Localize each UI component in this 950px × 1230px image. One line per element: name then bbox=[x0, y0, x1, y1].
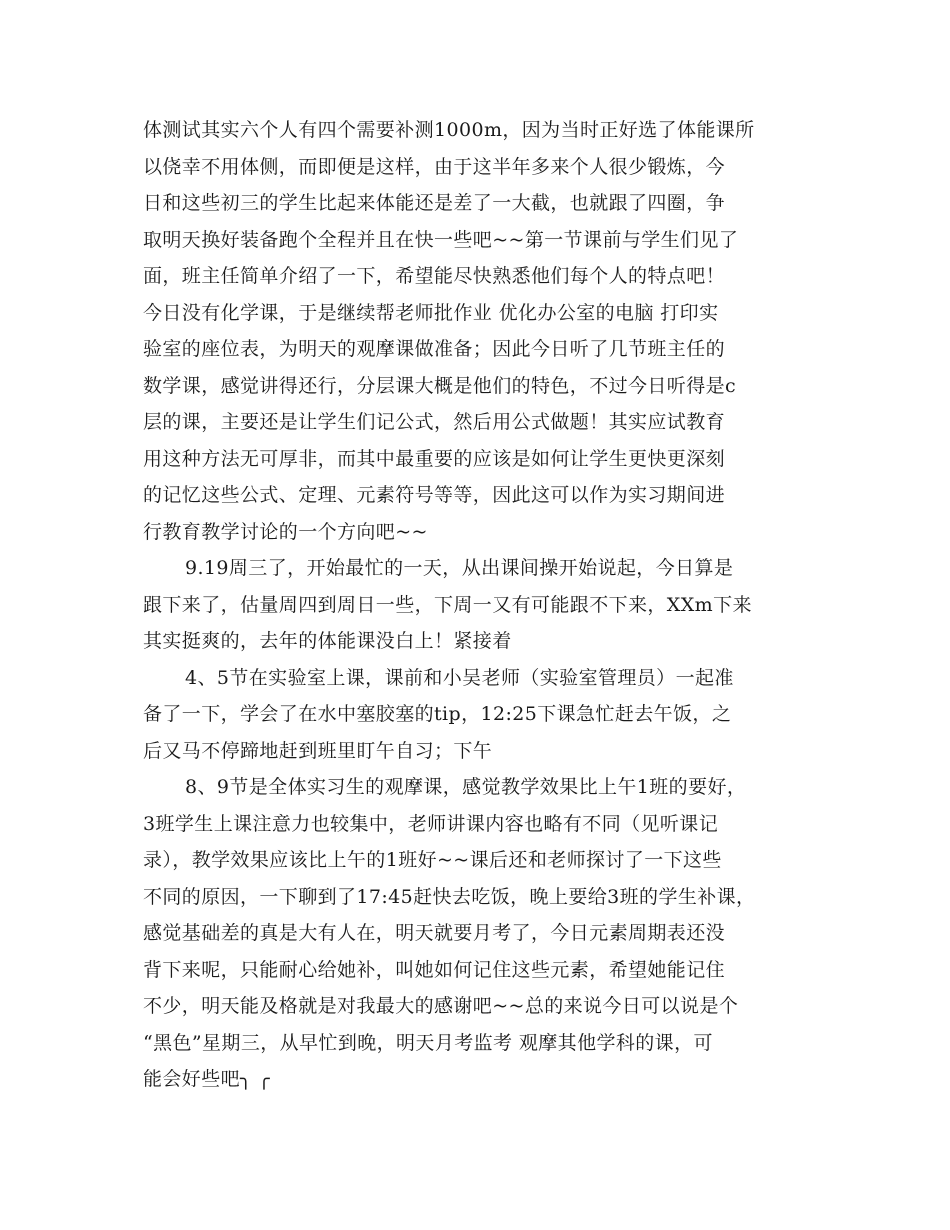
text-line: 背下来呢，只能耐心给她补，叫她如何记住这些元素，希望她能记住 bbox=[143, 958, 726, 981]
body-text bbox=[143, 112, 843, 1098]
text-line: 面，班主任简单介绍了一下，希望能尽快熟悉他们每个人的特点吧！ bbox=[143, 265, 726, 287]
text-line: 的记忆这些公式、定理、元素符号等等，因此这可以作为实习期间进 bbox=[143, 484, 726, 506]
text-line: 不同的原因，一下聊到了17:45赶快去吃饭，晚上要给3班的学生补课， bbox=[143, 885, 756, 908]
text-line: 日和这些初三的学生比起来体能还是差了一大截，也就跟了四圈，争 bbox=[143, 192, 726, 214]
text-line: 能会好些吧╮ ╭ bbox=[143, 1068, 271, 1090]
text-line: 数学课，感觉讲得还行，分层课大概是他们的特色，不过今日听得是c bbox=[143, 374, 737, 397]
text-line: 行教育教学讨论的一个方向吧~~ bbox=[143, 520, 428, 543]
text-line: 层的课，主要还是让学生们记公式，然后用公式做题！其实应试教育 bbox=[143, 411, 726, 433]
paragraph-start-line: 4、5节在实验室上课，课前和小吴老师（实验室管理员）一起准 bbox=[185, 666, 734, 689]
text-line: 体测试其实六个人有四个需要补测1000m，因为当时正好选了体能课所 bbox=[143, 119, 755, 141]
text-line: 其实挺爽的，去年的体能课没白上！紧接着 bbox=[143, 630, 512, 652]
text-line: 备了一下，学会了在水中塞胶塞的tip，12:25下课急忙赶去午饭，之 bbox=[143, 703, 732, 725]
text-line: 后又马不停蹄地赶到班里盯午自习；下午 bbox=[143, 739, 493, 762]
text-line: “黑色”星期三，从早忙到晚，明天月考监考 观摩其他学科的课，可 bbox=[143, 1031, 713, 1054]
paragraph-start-line: 9.19周三了，开始最忙的一天，从出课间操开始说起，今日算是 bbox=[185, 557, 734, 579]
text-line: 跟下来了，估量周四到周日一些，下周一又有可能跟不下来，XXm下来 bbox=[143, 593, 752, 616]
text-line: 以侥幸不用体侧，而即便是这样，由于这半年多来个人很少锻炼，今 bbox=[143, 155, 726, 178]
text-line: 今日没有化学课，于是继续帮老师批作业 优化办公室的电脑 打印实 bbox=[143, 301, 719, 324]
paragraph-start-line: 8、9节是全体实习生的观摩课，感觉教学效果比上午1班的要好， bbox=[185, 776, 747, 798]
text-line: 用这种方法无可厚非，而其中最重要的应该是如何让学生更快更深刻 bbox=[143, 447, 726, 470]
text-line: 取明天换好装备跑个全程并且在快一些吧~~第一节课前与学生们见了 bbox=[143, 228, 739, 251]
text-line: 录），教学效果应该比上午的1班好~~课后还和老师探讨了一下这些 bbox=[143, 849, 722, 871]
text-line: 3班学生上课注意力也较集中，老师讲课内容也略有不同（见听课记 bbox=[143, 812, 719, 835]
text-line: 不少，明天能及格就是对我最大的感谢吧~~总的来说今日可以说是个 bbox=[143, 995, 739, 1017]
text-line: 感觉基础差的真是大有人在，明天就要月考了，今日元素周期表还没 bbox=[143, 922, 726, 944]
text-line: 验室的座位表，为明天的观摩课做准备；因此今日听了几节班主任的 bbox=[143, 338, 726, 360]
